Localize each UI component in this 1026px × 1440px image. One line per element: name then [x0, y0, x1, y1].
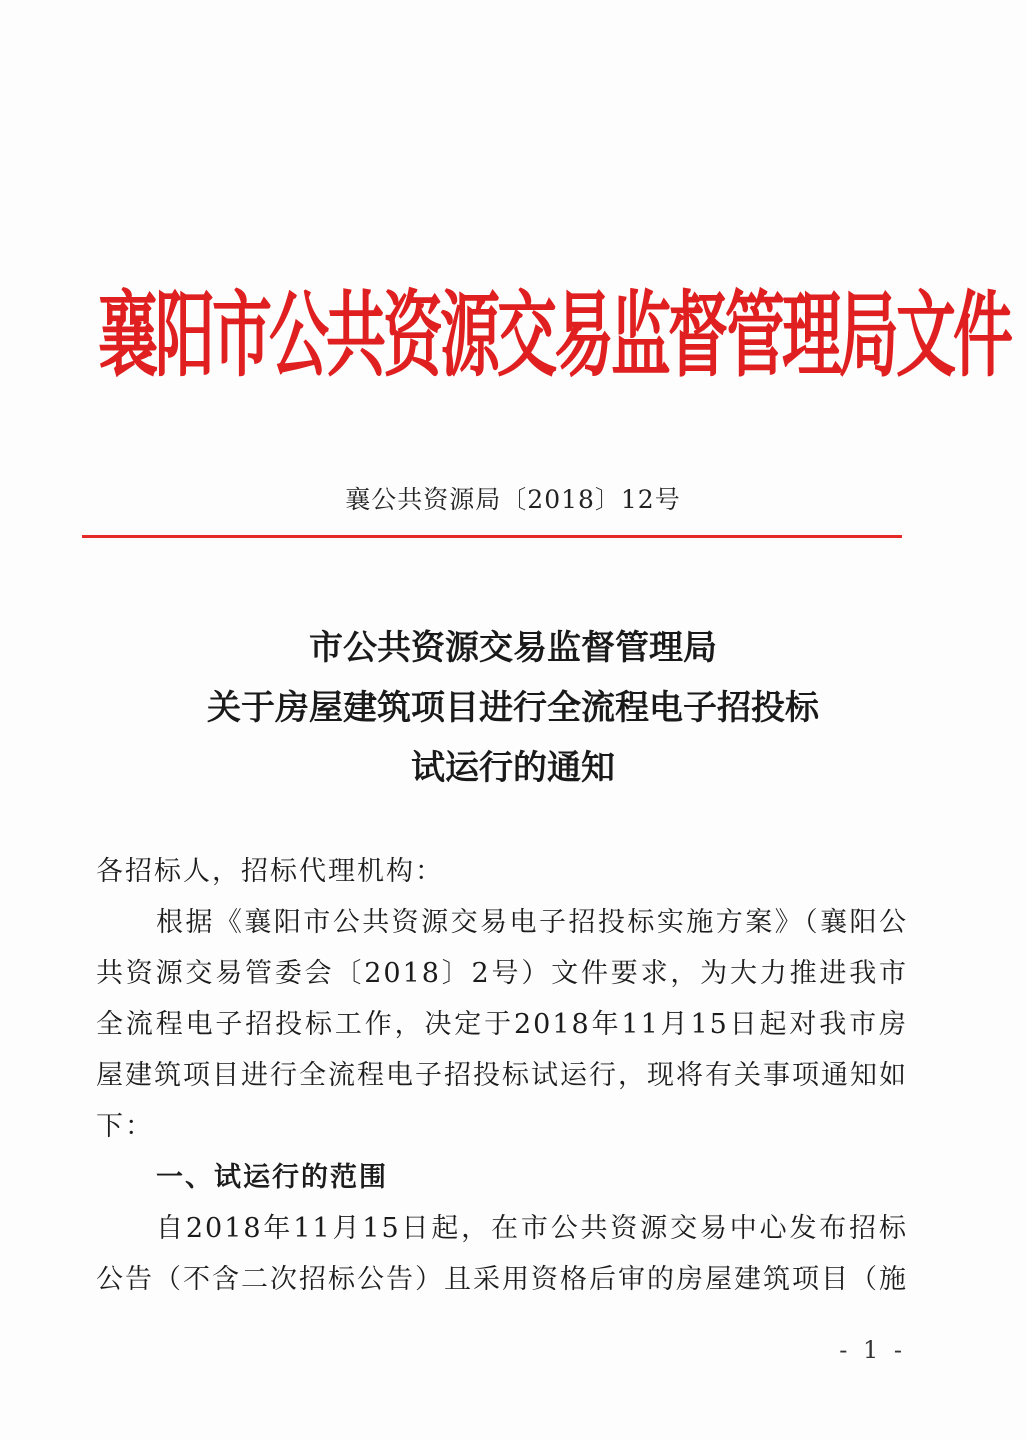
- salutation: 各招标人，招标代理机构：: [96, 856, 444, 887]
- notice-title-line-2: 关于房屋建筑项目进行全流程电子招投标: [207, 688, 819, 728]
- document-number: 襄公共资源局〔2018〕12号: [345, 485, 681, 514]
- notice-title-line-3: 试运行的通知: [411, 748, 615, 788]
- red-divider-line: [82, 535, 902, 538]
- section-heading-1: 一、试运行的范围: [156, 1162, 388, 1193]
- section-1-text: 自2018年11月15日起，在市公共资源交易中心发布招标公告（不含二次招标公告）且采用资格后审的房屋建筑项目（施: [96, 1213, 908, 1295]
- notice-title: [0, 618, 1026, 798]
- page-number: - 1 -: [839, 1336, 906, 1364]
- notice-body: [96, 846, 908, 1305]
- issuer-header-title: 襄阳市公共资源交易监督管理局文件: [98, 282, 1010, 391]
- body-paragraph-1: 根据《襄阳市公共资源交易电子招投标实施方案》（襄阳公共资源交易管委会〔2018〕2号）文件要求，为大力推进我市全流程电子招投标工作，决定于2018年11月15日起对我市房屋建筑项目进行全流程电子招投标试运行，现将有关事项通知如下：: [96, 907, 908, 1142]
- notice-title-line-1: 市公共资源交易监督管理局: [309, 628, 717, 668]
